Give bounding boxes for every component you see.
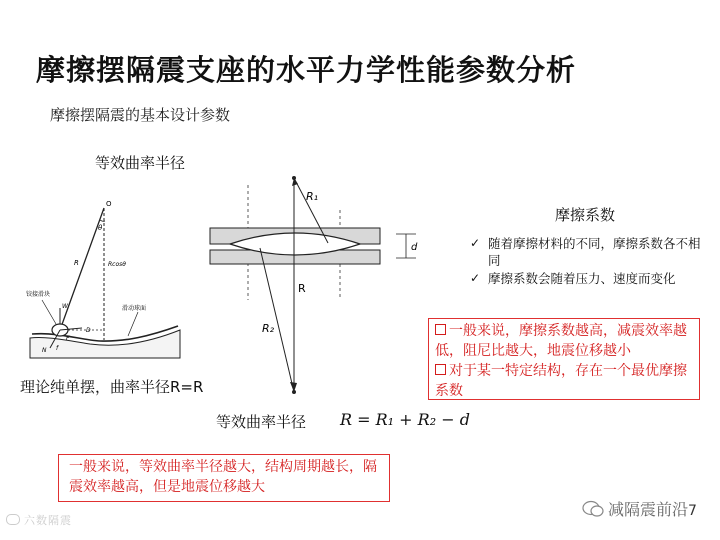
friction-bullet-text: 随着摩擦材料的不同，摩擦系数各不相同 [488, 236, 701, 268]
friction-title: 摩擦系数 [555, 206, 616, 224]
wechat-icon [582, 500, 604, 518]
square-bullet-icon [435, 364, 446, 375]
left-figure-caption: 等效曲率半径 [95, 154, 186, 172]
label-o: O [106, 200, 112, 208]
friction-conclusion-box [428, 318, 700, 400]
middle-figure-caption: 等效曲率半径 [216, 413, 307, 431]
radius-formula: R = R₁ + R₂ − d [340, 410, 470, 429]
label-r1: R₁ [306, 190, 319, 203]
watermark-left [6, 512, 72, 528]
slide-title: 摩擦摆隔震支座的水平力学性能参数分析 [36, 53, 577, 87]
friction-bullet [470, 235, 702, 269]
label-theta: θ [98, 224, 103, 232]
radius-conclusion-box [58, 454, 390, 502]
label-n: N [42, 347, 47, 354]
conclusion-text: 对于某一特定结构，存在一个最优摩擦系数 [435, 363, 687, 399]
radius-conclusion-text: 一般来说，等效曲率半径越大，结构周期越长，隔震效率越高，但是地震位移越大 [69, 459, 377, 495]
conclusion-item [435, 361, 693, 401]
label-d: D [86, 327, 91, 334]
watermark-left-text: 六数隔震 [24, 514, 72, 527]
label-surface: 滑动球面 [122, 305, 147, 312]
left-figure-note: 理论纯单摆，曲率半径R=R [20, 378, 204, 396]
label-f: F [66, 335, 70, 342]
pendulum-diagram [20, 190, 190, 365]
label-rcos: Rcosθ [108, 261, 126, 268]
check-icon: ✓ [470, 236, 481, 250]
label-slider: 铰接滑块 [26, 291, 51, 298]
label-w: W [62, 303, 68, 310]
watermark-logo-icon [6, 514, 20, 525]
page-number: 7 [688, 503, 697, 519]
friction-bullet-text: 摩擦系数会随着压力、速度而变化 [488, 271, 676, 286]
conclusion-text: 一般来说，摩擦系数越高，减震效率越低，阻尼比越大，地震位移越小 [435, 323, 687, 359]
slide-subtitle: 摩擦摆隔震的基本设计参数 [50, 106, 231, 124]
label-d-dim: d [411, 242, 418, 253]
conclusion-item [435, 321, 693, 361]
bearing-diagram [200, 170, 430, 405]
label-r: R [74, 259, 79, 267]
label-f2: f [56, 345, 59, 352]
friction-bullet [470, 270, 702, 287]
square-bullet-icon [435, 324, 446, 335]
watermark-right [582, 497, 688, 520]
watermark-right-text: 减隔震前沿 [608, 500, 689, 519]
label-r-mid: R [298, 282, 306, 295]
label-r2: R₂ [262, 322, 275, 335]
check-icon: ✓ [470, 271, 481, 285]
